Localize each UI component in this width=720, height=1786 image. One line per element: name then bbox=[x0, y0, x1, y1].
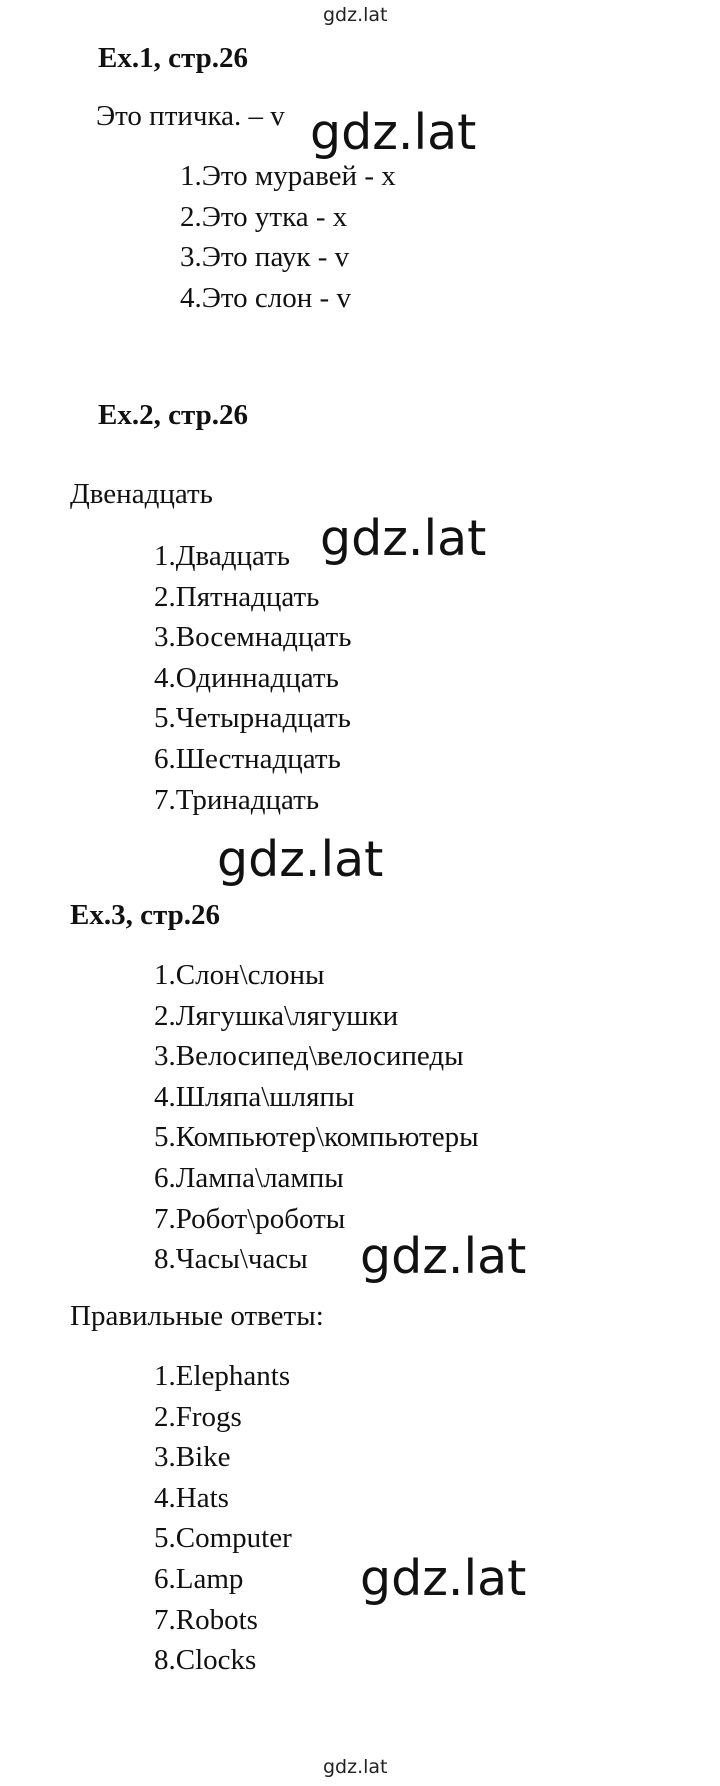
list-item: 2.Пятнадцать bbox=[154, 580, 320, 613]
list-item: 4.Одиннадцать bbox=[154, 661, 339, 694]
list-item: 6.Шестнадцать bbox=[154, 742, 341, 775]
list-item: 3.Bike bbox=[154, 1441, 231, 1474]
list-item: 1.Elephants bbox=[154, 1360, 291, 1392]
list-item: 1.Это муравей - x bbox=[180, 160, 396, 192]
list-item: 5.Четырнадцать bbox=[154, 702, 351, 735]
list-item: 7.Тринадцать bbox=[154, 783, 320, 816]
list-item: 4.Это слон - v bbox=[180, 281, 351, 314]
list-item: 4.Hats bbox=[154, 1481, 229, 1514]
list-item: 1.Двадцать bbox=[154, 540, 291, 572]
watermark: gdz.lat bbox=[360, 1550, 527, 1607]
list-item: 5.Computer bbox=[154, 1522, 292, 1555]
list-item: 3.Это паук - v bbox=[180, 241, 350, 274]
list-item: 7.Robots bbox=[154, 1603, 258, 1636]
ex2-list bbox=[154, 536, 351, 820]
site-label-bottom: gdz.lat bbox=[323, 1756, 388, 1778]
watermark: gdz.lat bbox=[310, 104, 477, 161]
watermark: gdz.lat bbox=[320, 510, 487, 567]
ex1-heading: Ex.1, стр.26 bbox=[98, 42, 248, 74]
ex1-intro: Это птичка. – v bbox=[96, 100, 285, 132]
list-item: 6.Лампа\лампы bbox=[154, 1161, 344, 1194]
list-item: 7.Робот\роботы bbox=[154, 1202, 346, 1235]
ex3-heading: Ex.3, стр.26 bbox=[70, 899, 220, 931]
list-item: 2.Лягушка\лягушки bbox=[154, 999, 399, 1032]
answers-list bbox=[154, 1356, 292, 1681]
list-item: 4.Шляпа\шляпы bbox=[154, 1080, 355, 1113]
answers-label: Правильные ответы: bbox=[70, 1300, 324, 1332]
list-item: 6.Lamp bbox=[154, 1562, 244, 1595]
list-item: 3.Велосипед\велосипеды bbox=[154, 1040, 464, 1073]
list-item: 5.Компьютер\компьютеры bbox=[154, 1121, 479, 1154]
ex2-intro: Двенадцать bbox=[70, 478, 213, 510]
ex2-heading: Ex.2, стр.26 bbox=[98, 399, 248, 431]
list-item: 8.Часы\часы bbox=[154, 1243, 308, 1276]
list-item: 3.Восемнадцать bbox=[154, 621, 352, 654]
list-item: 8.Clocks bbox=[154, 1644, 257, 1677]
watermark: gdz.lat bbox=[360, 1228, 527, 1285]
ex1-list bbox=[180, 156, 396, 318]
site-label-top: gdz.lat bbox=[323, 4, 388, 26]
list-item: 1.Слон\слоны bbox=[154, 959, 325, 991]
list-item: 2.Это утка - x bbox=[180, 200, 348, 233]
list-item: 2.Frogs bbox=[154, 1400, 242, 1433]
watermark: gdz.lat bbox=[217, 831, 384, 888]
